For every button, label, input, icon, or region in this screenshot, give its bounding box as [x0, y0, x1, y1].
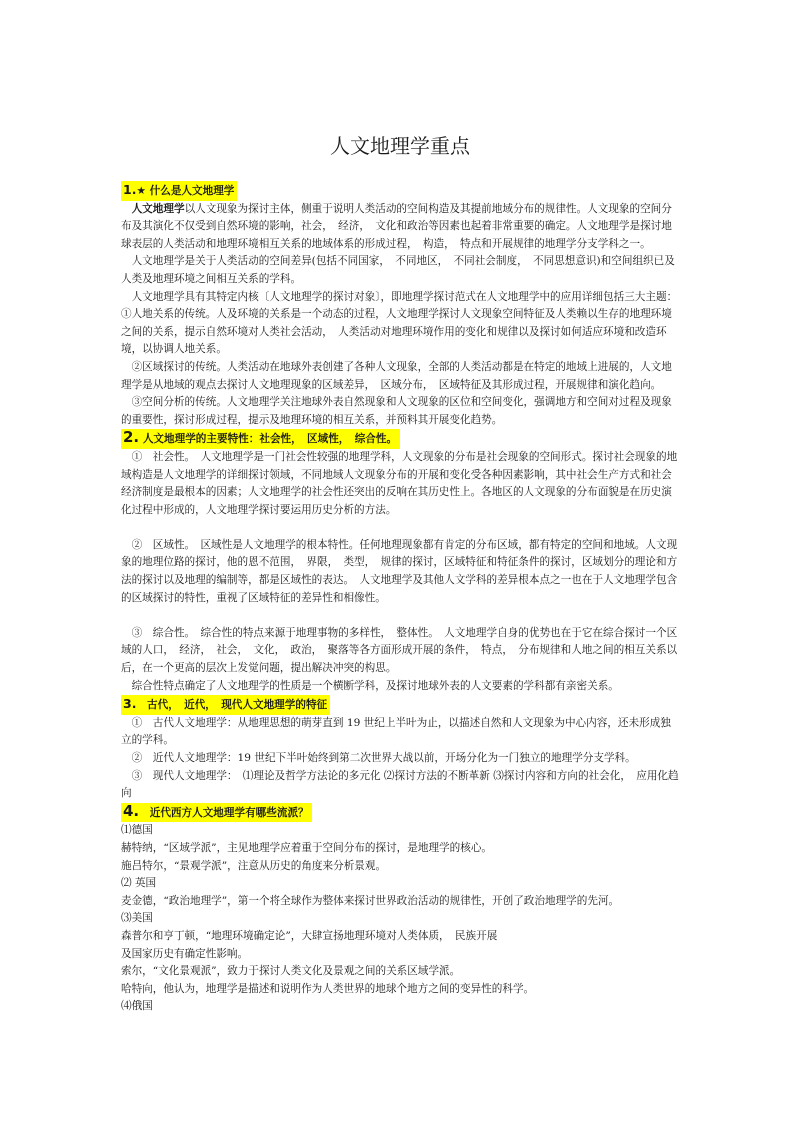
section-1-number: 1.: [123, 182, 137, 197]
section-4-usa-3: 哈特向，他认为，地理学是描述和说明作为人类世界的地球个地方之间的变异性的科学。: [121, 982, 535, 995]
section-1-keyword: 人文地理学: [131, 202, 185, 215]
section-3-heading: [121, 695, 330, 715]
section-3-modern: ② 近代人文地理学：19 世纪下半叶始终到第二次世界大战以前，开场分化为一门独立的地理学分支学科。: [131, 752, 636, 764]
section-2-summary: 综合性特点确定了人文地理学的性质是一个横断学科，及探讨地球外表的人文要素的学科都有亲密关系。: [131, 679, 619, 692]
section-4-usa: ⑶美国: [121, 912, 153, 925]
section-4-heading-text: 近代西方人文地理学有哪些流派？: [139, 806, 309, 819]
section-3-contemporary: ③ 现代人文地理学： ⑴理论及哲学方法论的多元化 ⑵探讨方法的不断革新 ⑶探讨内容和方向的社会化， 应用化趋向: [121, 769, 679, 800]
section-3-heading-row: [121, 695, 681, 715]
section-2-number: 2.: [123, 428, 140, 447]
section-1-paragraph-3: 人文地理学具有其特定内核〔人文地理学的探讨对象〕，即地理学探讨范式在人文地理学中的应用详细包括三大主题：: [131, 290, 678, 303]
section-4-usa-2: 索尔，“文化景观派”，致力于探讨人类文化及景观之间的关系区域学派。: [121, 965, 461, 978]
section-1-paragraph-1-text: 以人文现象为探讨主体，侧重于说明人类活动的空间构造及其提前地域分布的规律性。人文现象的空间分布及其演化不仅受到自然环境的影响，社会， 经济， 文化和政治等因素也起着非常重要的确定。人文地理学是探讨地球表层的人类活动和地理环境相互关系的地域体系的形成过程， 构造， 特点和开展规律的地理学分支学科之一。: [121, 202, 672, 250]
section-4-germany-1: 赫特纳，“区域学派”，主见地理学应着重于空间分布的探讨，是地理学的核心。: [121, 841, 493, 854]
section-1-tradition-2: ②区域探讨的传统。人类活动在地球外表创建了各种人文现象，全部的人类活动都是在特定的地域上进展的，人文地理学是从地域的观点去探讨人文地理现象的区域差异， 区域分布， 区域特征及其形成过程，开展规律和演化趋向。: [121, 360, 672, 391]
section-1-paragraph-1: [121, 201, 681, 254]
spacer: [121, 607, 681, 625]
section-1-heading: [121, 181, 237, 201]
section-2-heading: [121, 429, 400, 449]
section-1-heading-text: ★ 什么是人文地理学: [136, 185, 235, 197]
section-1-tradition-1: ①人地关系的传统。人及环境的关系是一个动态的过程，人文地理学探讨人文现象空间特征及人类赖以生存的地理环境之间的关系，提示自然环境对人类社会活动， 人类活动对地理环境作用的变化和规律以及探讨如何适应环境和改造环境，以协调人地关系。: [121, 308, 672, 356]
section-4-heading-row: [121, 803, 681, 823]
section-3-ancient: ① 古代人文地理学：从地理思想的萌芽直到 19 世纪上半叶为止，以描述自然和人文现象为中心内容，还未形成独立的学科。: [121, 716, 671, 747]
section-4-britain-1: 麦金德，“政治地理学”，第一个将全球作为整体来探讨世界政治活动的规律性，开创了政治地理学的先河。: [121, 894, 620, 907]
section-4-number: 4.: [123, 801, 140, 820]
section-2-comprehensive: ③ 综合性。 综合性的特点来源于地理事物的多样性， 整体性。 人文地理学自身的优势也在于它在综合探讨一个区域的人口， 经济， 社会， 文化， 政治， 聚落等各方面形成开展的条件， 特点， 分布规律和人地之间的相互关系以后，在一个更高的层次上发觉问题，提出解决冲突的构思。: [121, 626, 678, 675]
section-3-heading-text: 古代， 近代， 现代人文地理学的特征: [136, 699, 328, 712]
section-2-heading-text: 人文地理学的主要特性：社会性， 区域性， 综合性。: [139, 433, 398, 446]
section-1-tradition-3: ③空间分析的传统。人文地理学关注地球外表自然现象和人文现象的区位和空间变化，强调地方和空间对过程及现象的重要性，探讨形成过程，提示及地理环境的相互关系，并预料其开展变化趋势。: [121, 396, 672, 426]
page-title: 人文地理学重点: [330, 134, 470, 158]
section-4-usa-1a: 森普尔和亨丁顿，“地理环境确定论”，大肆宣扬地理环境对人类体质， 民族开展: [121, 929, 498, 942]
section-4-russia: ⑷俄国: [121, 1000, 153, 1013]
section-4-germany: ⑴德国: [121, 824, 153, 837]
section-2-regional: ② 区域性。 区域性是人文地理学的根本特性。任何地理现象都有肯定的分布区域，都有特定的空间和地域。人文现象的地理位路的探讨，他的恩不范围， 界限， 类型， 规律的探讨，区域特征和特征条件的探讨，区域划分的理论和方法的探讨以及地理的编制等，都是区域性的表达。 人文地理学及其他人文学科的差异根本点之一也在于人文地理学包含的区域探讨的特性，重视了区域特征的差异性和相像性。: [121, 538, 678, 604]
spacer: [121, 519, 681, 537]
section-1-heading-row: [121, 181, 681, 201]
section-2-heading-row: [121, 429, 681, 449]
section-4-germany-2: 施吕特尔，“景观学派”，注意从历史的角度来分析景观。: [121, 859, 387, 872]
section-3-number: 3.: [123, 696, 137, 712]
section-2-social: ① 社会性。 人文地理学是一门社会性较强的地理学科，人文现象的分布是社会现象的空间形式。探讨社会现象的地域构造是人文地理学的详细探讨领域，不同地域人文现象分布的开展和变化受各种因素影响，其中社会生产方式和社会经济制度是最根本的因素；人文地理学的社会性还突出的反响在其历史性上。各地区的人文现象的分布面貌是在历史演化过程中形成的，人文地理学探讨要运用历史分析的方法。: [121, 450, 678, 516]
document-body: [121, 181, 681, 1016]
section-4-britain: ⑵ 英国: [121, 877, 157, 890]
section-4-usa-1b: 及国家历史有确定性影响。: [121, 947, 249, 960]
section-4-heading: [121, 803, 312, 823]
section-1-paragraph-2: 人文地理学是关于人类活动的空间差异(包括不同国家， 不同地区， 不同社会制度， 不同思想意识)和空间组织已及人类及地理环境之间相互关系的学科。: [121, 255, 675, 285]
